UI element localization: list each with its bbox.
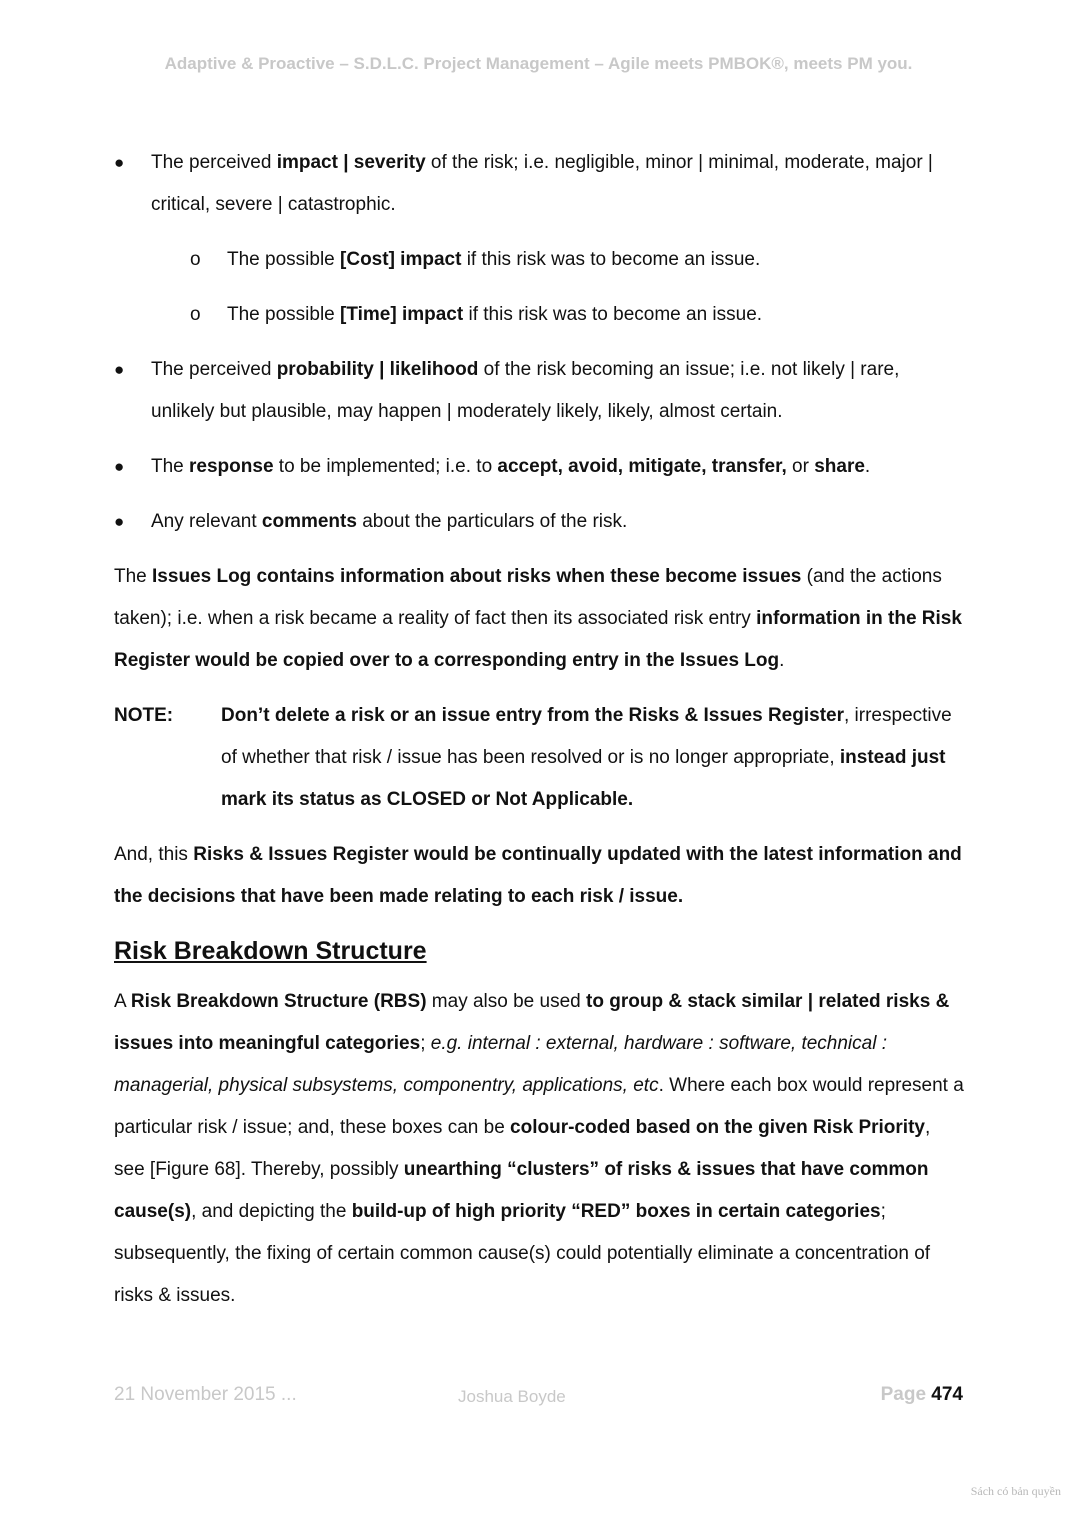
bullet-dot-icon: ●: [114, 360, 125, 379]
footer-author: Joshua Boyde: [458, 1387, 566, 1406]
note-block: NOTE: Don’t delete a risk or an issue entry from the Risks & Issues Register, irrespective of whether that risk / issue has been resolved or is no longer appropriate, instead just mark its status as CLOSED or Not Applicable.: [114, 695, 964, 821]
bullet-probability: ● The perceived probability | likelihood of the risk becoming an issue; i.e. not likely | rare, unlikely but plausible, may happen | moderately likely, likely, almost certain.: [114, 349, 964, 433]
section-heading: Risk Breakdown Structure: [114, 937, 427, 965]
bullet-dot-icon: ●: [114, 153, 125, 172]
hollow-bullet-icon: o: [190, 304, 201, 325]
note-label: NOTE:: [114, 705, 174, 726]
sub-bullet-time: o The possible [Time] impact if this risk was to become an issue.: [114, 294, 964, 336]
bullet-impact: ● The perceived impact | severity of the risk; i.e. negligible, minor | minimal, moderate, major | critical, severe | catastrophic.: [114, 142, 964, 226]
bullet-dot-icon: ●: [114, 457, 125, 476]
sub-bullet-cost: o The possible [Cost] impact if this risk was to become an issue.: [114, 239, 964, 281]
bullet-response: ● The response to be implemented; i.e. to accept, avoid, mitigate, transfer, or share.: [114, 446, 964, 488]
issues-log-paragraph: The Issues Log contains information about risks when these become issues (and the actions taken); i.e. when a risk became a reality of fact then its associated risk entry information in the Risk Register would be copied over to a corresponding entry in the Issues Log.: [114, 566, 962, 671]
copyright-watermark: Sách có bản quyền: [970, 1484, 1061, 1498]
page-number: 474: [931, 1384, 963, 1405]
footer-date: 21 November 2015 ...: [114, 1384, 297, 1405]
register-paragraph: And, this Risks & Issues Register would be continually updated with the latest information and the decisions that have been made relating to each risk / issue.: [114, 844, 962, 907]
bullet-comments: ● Any relevant comments about the particulars of the risk.: [114, 501, 964, 543]
rbs-paragraph: A Risk Breakdown Structure (RBS) may also be used to group & stack similar | related risks & issues into meaningful categories; e.g. internal : external, hardware : software, technical : managerial, physical subsystems, componentry, applications, etc. Where each box would represent a particular risk / issue; and, these boxes can be colour-coded based on the given Risk Priority, see [Figure 68]. Thereby, possibly unearthing “clusters” of risks & issues that have common cause(s), and depicting the build-up of high priority “RED” boxes in certain categories; subsequently, the fixing of certain common cause(s) could potentially eliminate a concentration of risks & issues.: [114, 991, 964, 1306]
running-header: Adaptive & Proactive – S.D.L.C. Project Management – Agile meets PMBOK®, meets PM you.: [164, 54, 913, 73]
footer-page: Page 474: [880, 1384, 963, 1405]
hollow-bullet-icon: o: [190, 249, 201, 270]
bullet-dot-icon: ●: [114, 512, 125, 531]
page-body: [114, 142, 964, 1330]
